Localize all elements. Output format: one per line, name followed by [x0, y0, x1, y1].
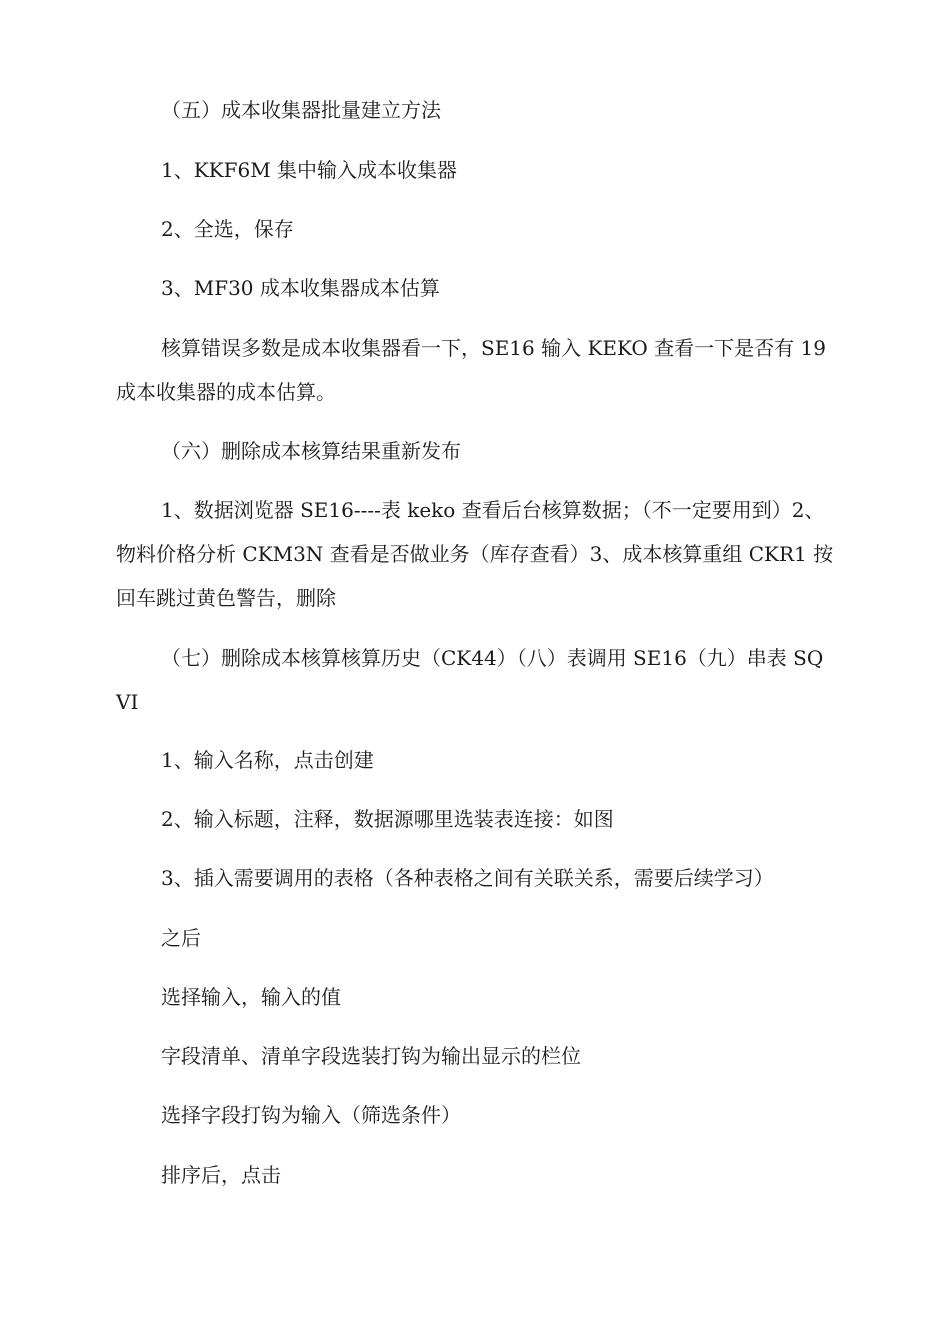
body-paragraph: 之后 [161, 926, 201, 950]
body-paragraph: 排序后，点击 [161, 1163, 281, 1187]
body-paragraph: 核算错误多数是成本收集器看一下，SE16 输入 KEKO 查看一下是否有 19 成本收集器的成本估算。 [116, 336, 826, 404]
section-heading-5: （五）成本收集器批量建立方法 [161, 98, 441, 122]
step-paragraph: 3、插入需要调用的表格（各种表格之间有关联关系，需要后续学习） [161, 866, 774, 890]
step-paragraph: 2、输入标题，注释，数据源哪里选装表连接：如图 [161, 807, 614, 831]
section-heading-7: （七）删除成本核算核算历史（CK44）（八）表调用 SE16（九）串表 SQVI [116, 646, 824, 714]
step-paragraph: 3、MF30 成本收集器成本估算 [161, 276, 440, 300]
body-paragraph: 字段清单、清单字段选装打钩为输出显示的栏位 [161, 1044, 581, 1068]
body-paragraph: 选择字段打钩为输入（筛选条件） [161, 1103, 461, 1127]
section-heading-6: （六）删除成本核算结果重新发布 [161, 439, 461, 463]
step-paragraph: 2、全选，保存 [161, 217, 294, 241]
step-paragraph: 1、KKF6M 集中输入成本收集器 [161, 158, 458, 182]
body-paragraph: 1、数据浏览器 SE16----表 keko 查看后台核算数据；（不一定要用到）2、物料价格分析 CKM3N 查看是否做业务（库存查看）3、成本核算重组 CKR1 按回车跳过黄色警告，删除 [116, 498, 834, 610]
step-paragraph: 1、输入名称，点击创建 [161, 748, 374, 772]
body-paragraph: 选择输入，输入的值 [161, 985, 341, 1009]
